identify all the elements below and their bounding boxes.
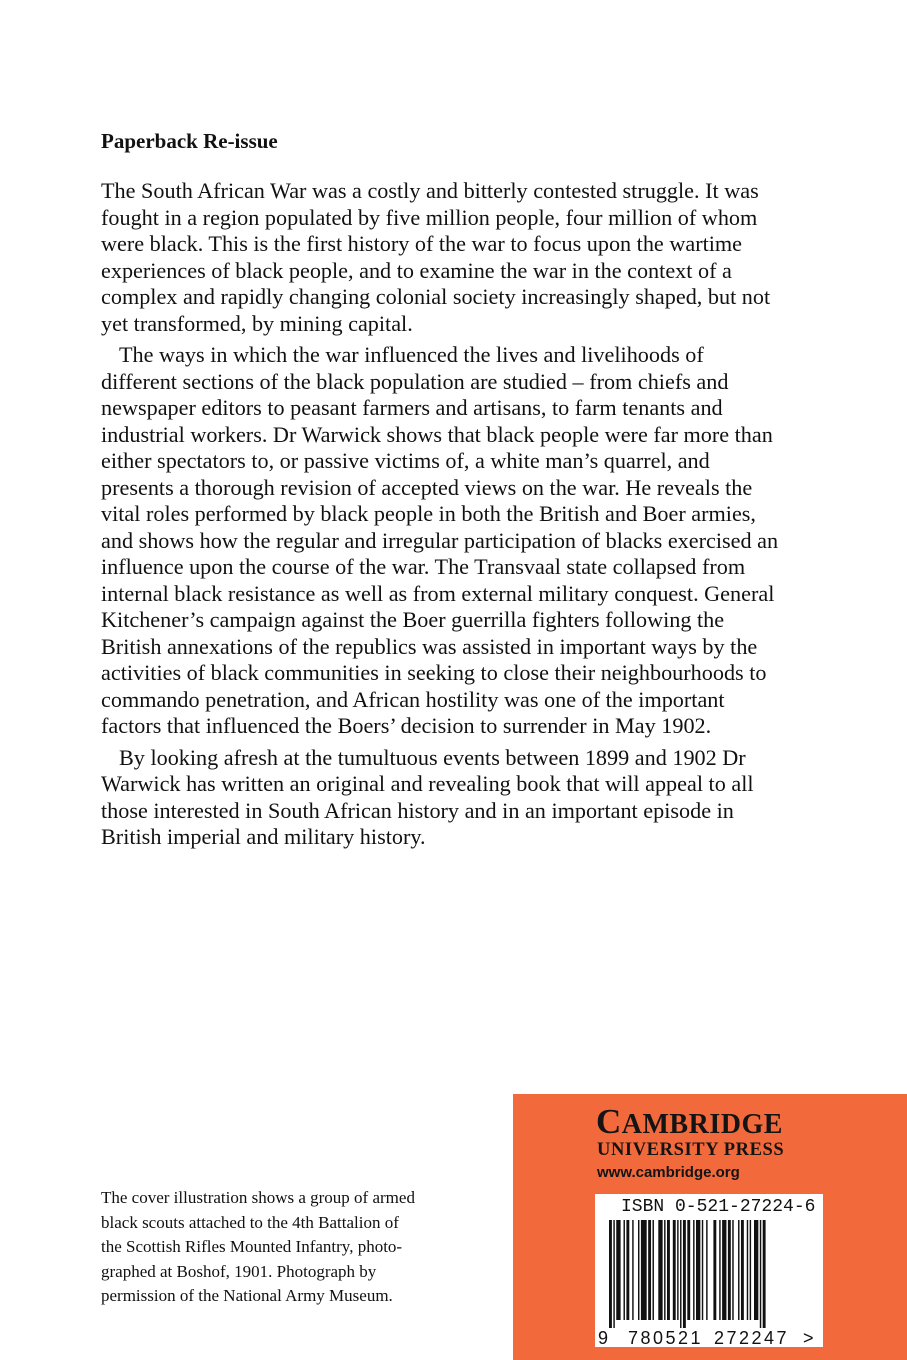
barcode-bar bbox=[693, 1220, 694, 1320]
barcode-bar bbox=[641, 1220, 647, 1320]
barcode-bar bbox=[626, 1220, 629, 1320]
barcode-bar bbox=[677, 1220, 678, 1320]
paragraph-line: experiences of black people, and to examine the war in the context of a bbox=[101, 257, 732, 283]
barcode-right-digits: 272247 bbox=[714, 1328, 790, 1347]
barcode-bar bbox=[673, 1220, 676, 1320]
paragraph-line: different sections of the black population are studied – from chiefs and bbox=[101, 368, 729, 394]
isbn-label: ISBN 0-521-27224-6 bbox=[621, 1197, 816, 1217]
paragraph-line: internal black resistance as well as from external military conquest. General bbox=[101, 580, 775, 606]
paragraph-line: industrial workers. Dr Warwick shows that black people were far more than bbox=[101, 421, 773, 447]
barcode-bar bbox=[750, 1220, 751, 1320]
barcode-bar bbox=[728, 1220, 731, 1320]
barcode-bar bbox=[658, 1220, 662, 1320]
barcode-bar bbox=[667, 1220, 670, 1320]
paragraph-line: fought in a region populated by five million people, four million of whom bbox=[101, 204, 758, 230]
barcode-graphic bbox=[595, 1194, 823, 1347]
paragraph-line: commando penetration, and African hostility was one of the important bbox=[101, 686, 725, 712]
barcode-leading-digit: 9 bbox=[598, 1328, 609, 1347]
barcode-bar bbox=[616, 1220, 620, 1320]
paragraph-line: either spectators to, or passive victims of, a white man’s quarrel, and bbox=[101, 448, 710, 473]
barcode-bar bbox=[613, 1220, 614, 1328]
barcode-left-digits: 780521 bbox=[628, 1328, 704, 1347]
paragraph-line: yet transformed, by mining capital. bbox=[101, 310, 413, 336]
paragraph-line: Kitchener’s campaign against the Boer guerrilla fighters following the bbox=[101, 607, 725, 632]
barcode-bar bbox=[754, 1220, 758, 1320]
barcode-bar bbox=[738, 1220, 739, 1320]
caption-line: The cover illustration shows a group of armed bbox=[101, 1188, 415, 1207]
caption-line: black scouts attached to the 4th Battalion of bbox=[101, 1212, 399, 1232]
barcode-quiet-zone-mark: > bbox=[803, 1328, 814, 1347]
paragraph-line: activities of black communities in seeking to close their neighbourhoods to bbox=[101, 660, 767, 685]
paragraph-line: The ways in which the war influenced the lives and livelihoods of bbox=[119, 342, 704, 367]
barcode-bar bbox=[719, 1220, 720, 1320]
paragraph-line: British imperial and military history. bbox=[101, 824, 426, 849]
barcode-bar bbox=[706, 1220, 707, 1320]
paragraph-line: By looking afresh at the tumultuous events between 1899 and 1902 Dr bbox=[119, 744, 746, 770]
barcode-bar bbox=[722, 1220, 726, 1320]
publisher-url: www.cambridge.org bbox=[597, 1164, 740, 1181]
paragraph-2 bbox=[101, 342, 821, 740]
barcode bbox=[595, 1194, 823, 1347]
caption-line: the Scottish Rifles Mounted Infantry, photo- bbox=[101, 1237, 403, 1256]
paragraph-line: complex and rapidly changing colonial society increasingly shaped, but not bbox=[101, 284, 771, 309]
barcode-bar bbox=[732, 1220, 733, 1320]
barcode-bar bbox=[687, 1220, 690, 1320]
publisher-initial: C bbox=[596, 1102, 622, 1141]
paragraph-line: those interested in South African history and in an important episode in bbox=[101, 797, 734, 823]
barcode-bar bbox=[696, 1220, 700, 1320]
barcode-bar bbox=[680, 1220, 681, 1328]
barcode-bar bbox=[741, 1220, 744, 1320]
paragraph-line: factors that influenced the Boers’ decision to surrender in May 1902. bbox=[101, 713, 712, 738]
barcode-bar bbox=[638, 1220, 639, 1320]
barcode-bar bbox=[648, 1220, 651, 1320]
barcode-bar bbox=[763, 1220, 766, 1328]
caption-line: graphed at Boshof, 1901. Photograph by bbox=[101, 1261, 377, 1281]
paragraph-line: influence upon the course of the war. The Transvaal state collapsed from bbox=[101, 554, 746, 579]
barcode-bar bbox=[760, 1220, 761, 1328]
barcode-bar bbox=[664, 1220, 665, 1320]
barcode-bars bbox=[609, 1220, 766, 1328]
paragraph-line: The South African War was a costly and bitterly contested struggle. It was bbox=[101, 178, 759, 203]
heading: Paperback Re-issue bbox=[101, 129, 278, 153]
caption-line: permission of the National Army Museum. bbox=[101, 1286, 393, 1305]
barcode-bar bbox=[702, 1220, 703, 1320]
paragraph-line: British annexations of the republics was assisted in important ways by the bbox=[101, 633, 758, 659]
paragraph-1 bbox=[101, 178, 821, 337]
publisher-name-rest: AMBRIDGE bbox=[621, 1109, 783, 1140]
paragraph-line: newspaper editors to peasant farmers and artisans, to farm tenants and bbox=[101, 395, 723, 420]
barcode-bar bbox=[683, 1220, 686, 1328]
publisher-subtitle: UNIVERSITY PRESS bbox=[597, 1140, 785, 1160]
blurb bbox=[101, 178, 821, 856]
cover-caption bbox=[101, 1186, 501, 1309]
paragraph-line: presents a thorough revision of accepted views on the war. He reveals the bbox=[101, 474, 753, 500]
barcode-bar bbox=[624, 1220, 625, 1320]
barcode-bar bbox=[653, 1220, 654, 1320]
paragraph-line: Warwick has written an original and revealing book that will appeal to all bbox=[101, 771, 754, 796]
paragraph-line: and shows how the regular and irregular participation of blacks exercised an bbox=[101, 527, 779, 553]
paragraph-line: vital roles performed by black people in both the British and Boer armies, bbox=[101, 501, 756, 526]
barcode-bar bbox=[747, 1220, 748, 1320]
paragraph-3 bbox=[101, 745, 821, 851]
barcode-bar bbox=[713, 1220, 716, 1320]
publisher-panel bbox=[513, 1094, 907, 1360]
barcode-bar bbox=[632, 1220, 633, 1320]
barcode-bar bbox=[609, 1220, 612, 1328]
paragraph-line: were black. This is the first history of the war to focus upon the wartime bbox=[101, 231, 743, 256]
